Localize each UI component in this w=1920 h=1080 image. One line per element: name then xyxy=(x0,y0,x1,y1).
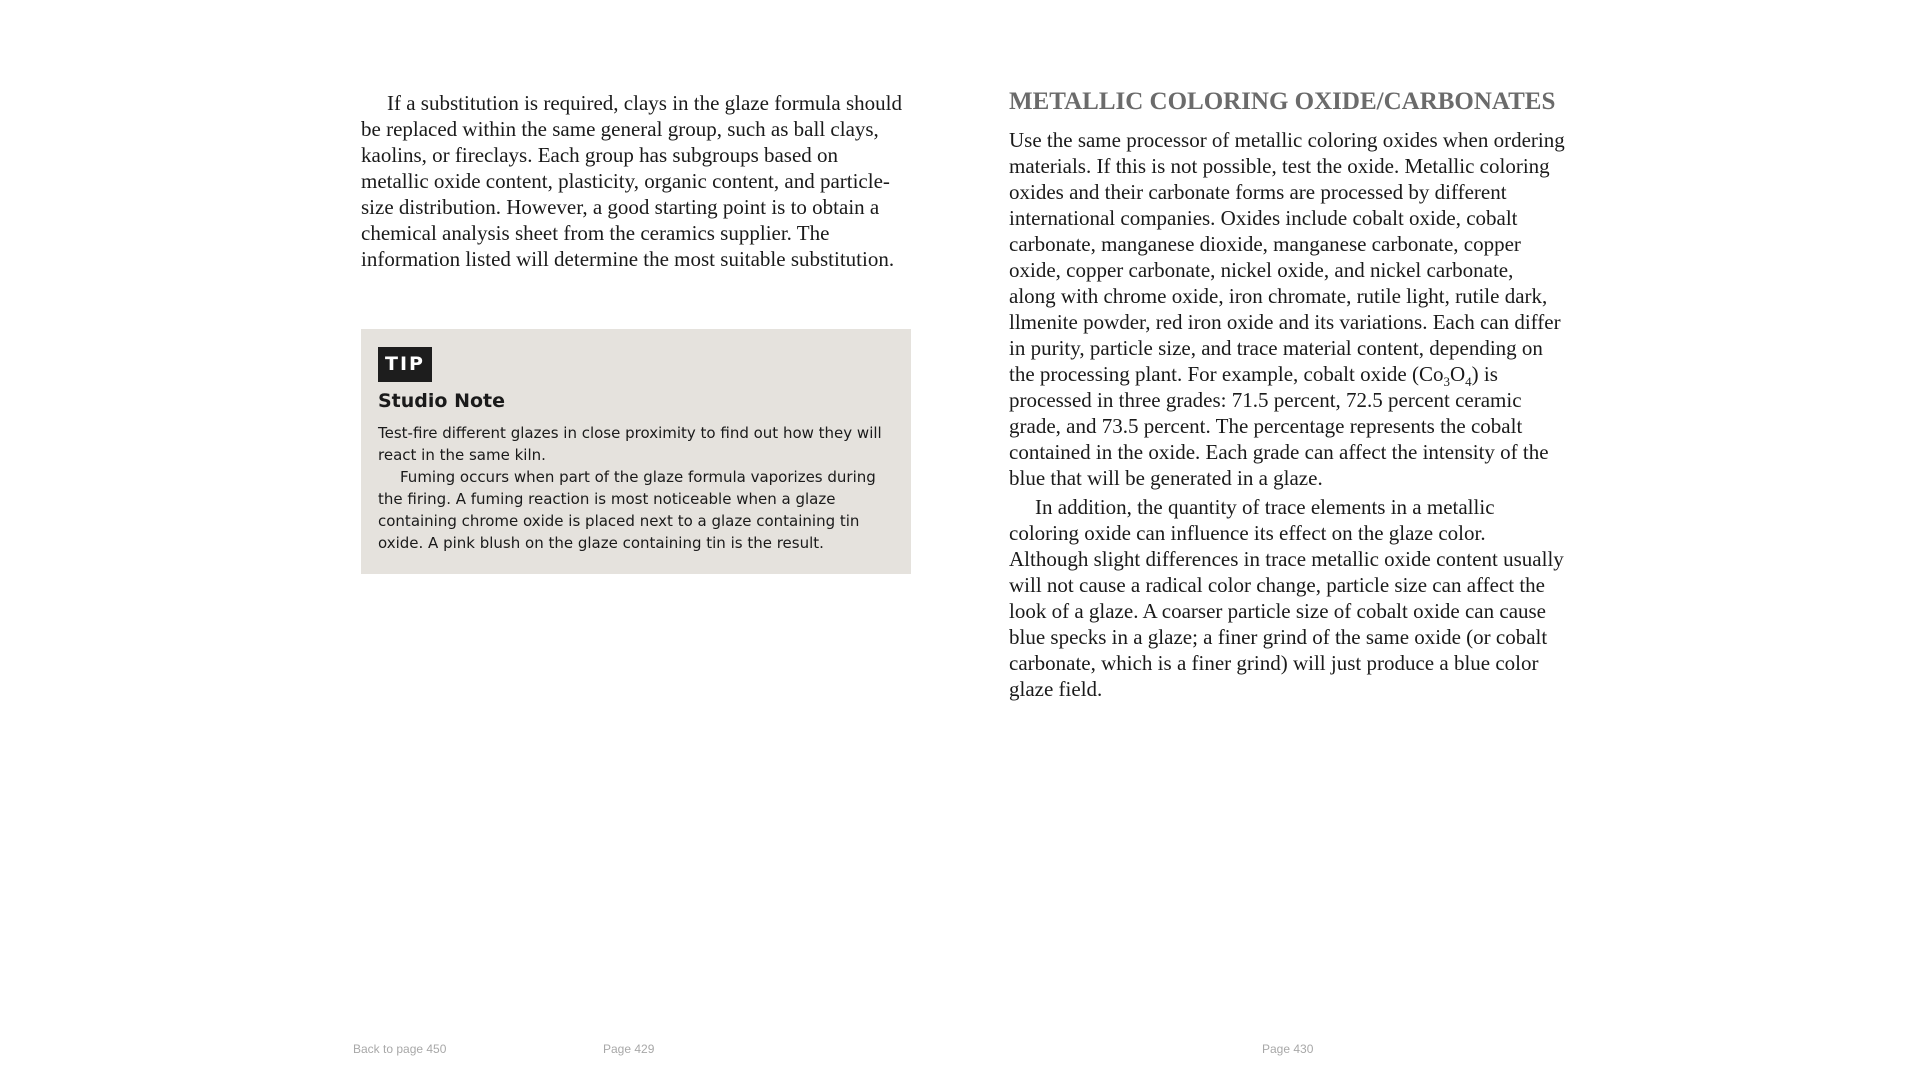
right-page-body xyxy=(1009,127,1565,702)
formula-o: O xyxy=(1450,362,1466,386)
paragraph-1-text-a: Use the same processor of metallic coloring oxides when ordering materials. If this is not possible, test the oxide. Metallic coloring oxides and their carbonate forms are processed by different international companies. Oxides include cobalt oxide, cobalt carbonate, manganese dioxide, manganese carbonate, copper oxide, copper carbonate, nickel oxide, and nickel carbonate, along with chrome oxide, iron chromate, rutile light, rutile dark, llmenite powder, red iron oxide and its variations. Each can differ in purity, particle size, and trace material content, depending on the processing plant. For example, cobalt oxide ( xyxy=(1009,128,1565,386)
tip-sidebar xyxy=(361,329,911,574)
formula-co: Co xyxy=(1418,362,1444,386)
right-page-paragraph-2: In addition, the quantity of trace elements in a metallic coloring oxide can influence its effect on the glaze color. Although slight differences in trace metallic oxide content usually will not cause a radical color change, particle size can affect the look of a glaze. A coarser particle size of cobalt oxide can cause blue specks in a glaze; a finer grind of the same oxide (or cobalt carbonate, which is a finer grind) will just produce a blue color glaze field. xyxy=(1009,495,1564,701)
back-to-page-link[interactable]: Back to page 450 xyxy=(353,1042,447,1056)
right-page-paragraph-1 xyxy=(1009,127,1565,491)
paragraph-1-text-b: ) is processed in three grades: 71.5 percent, 72.5 percent ceramic grade, and 73.5 percent. The percentage represents the cobalt contained in the oxide. Each grade can affect the intensity of the blue that will be generated in a glaze. xyxy=(1009,362,1549,490)
right-page-number: Page 430 xyxy=(1262,1042,1314,1056)
left-page-number: Page 429 xyxy=(603,1042,655,1056)
left-page-paragraph: If a substitution is required, clays in the glaze formula should be replaced within the same general group, such as ball clays, kaolins, or fireclays. Each group has subgroups based on metallic oxide content, plasticity, organic content, and particle-size distribution. However, a good starting point is to obtain a chemical analysis sheet from the ceramics supplier. The information listed will determine the most suitable substitution. xyxy=(361,91,902,271)
formula-subscript-4: 4 xyxy=(1465,374,1472,390)
cobalt-oxide-formula xyxy=(1418,362,1472,390)
tip-badge: TIP xyxy=(378,347,432,382)
tip-paragraph-1: Test-fire different glazes in close proximity to find out how they will react in the same kiln. xyxy=(378,424,882,464)
tip-title: Studio Note xyxy=(378,390,505,412)
section-heading: METALLIC COLORING OXIDE/CARBONATES xyxy=(1009,88,1556,115)
formula-subscript-3: 3 xyxy=(1443,374,1450,390)
tip-paragraph-2: Fuming occurs when part of the glaze formula vaporizes during the firing. A fuming reaction is most noticeable when a glaze containing chrome oxide is placed next to a glaze containing tin oxide. A pink blush on the glaze containing tin is the result. xyxy=(378,468,876,552)
